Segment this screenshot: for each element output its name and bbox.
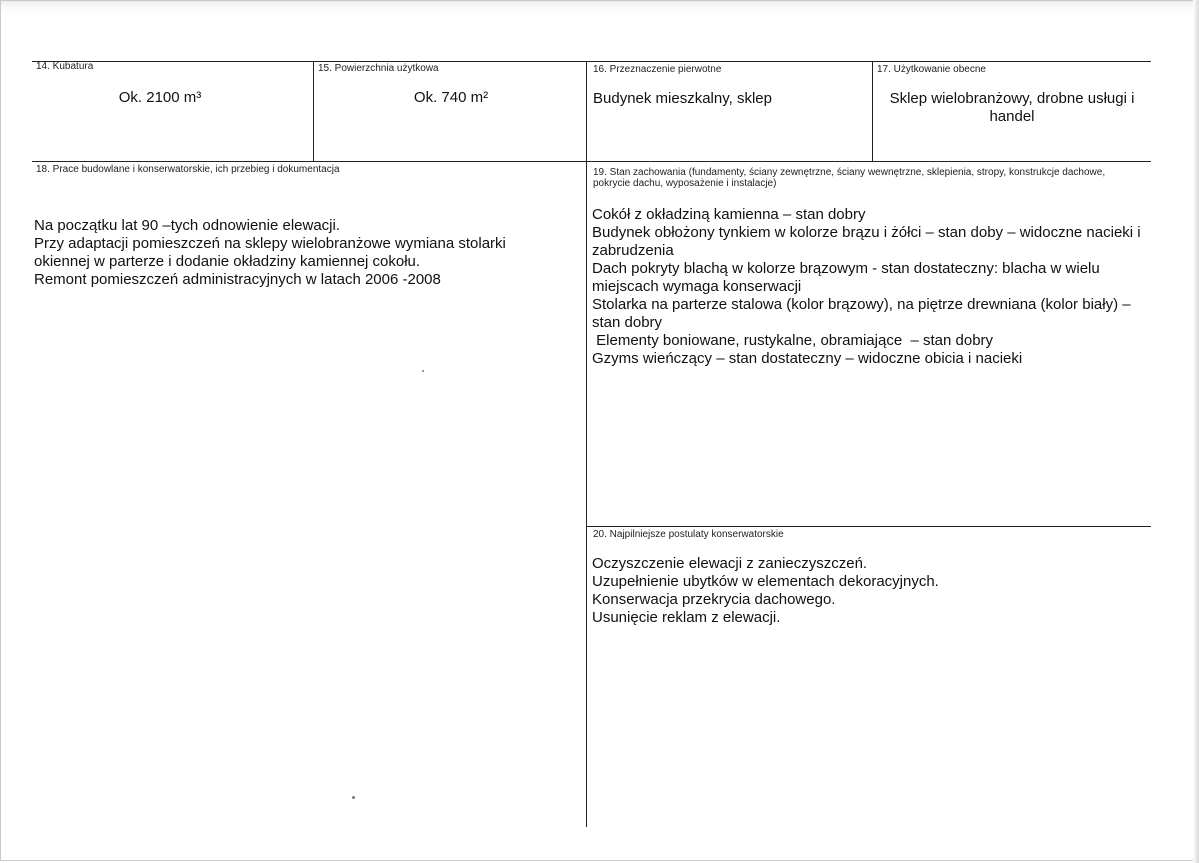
postulaty-line: Oczyszczenie elewacji z zanieczyszczeń.	[592, 555, 868, 572]
prace-line: Przy adaptacji pomieszczeń na sklepy wielobranżowe wymiana stolarki okiennej w parterze i dodanie okładziny kamiennej cokołu.	[34, 235, 506, 270]
kubatura-value: Ok. 2100 m³	[118, 89, 202, 106]
col-divider-1	[313, 61, 314, 162]
stan-label: 19. Stan zachowania (fundamenty, ściany zewnętrzne, ściany wewnętrzne, sklepienia, stropy, konstrukcje dachowe, pokrycie dachu, wyposażenie i instalacje)	[593, 167, 1106, 189]
przeznaczenie-value: Budynek mieszkalny, sklep	[593, 90, 772, 107]
kubatura-label: 14. Kubatura	[36, 61, 94, 72]
prace-line: Remont pomieszczeń administracyjnych w latach 2006 -2008	[34, 271, 441, 288]
przeznaczenie-label: 16. Przeznaczenie pierwotne	[593, 64, 722, 75]
powierzchnia-value: Ok. 740 m²	[413, 89, 489, 106]
col-divider-2	[586, 61, 587, 827]
top-rule	[32, 61, 1151, 62]
uzytkowanie-value: Sklep wielobranżowy, drobne usługi i handel	[889, 90, 1135, 125]
prace-line: Na początku lat 90 –tych odnowienie elewacji.	[34, 217, 341, 234]
scan-speck	[422, 370, 424, 372]
stan-text	[592, 206, 1147, 368]
postulaty-line: Usunięcie reklam z elewacji.	[592, 609, 781, 626]
postulaty-text	[592, 555, 1147, 627]
stan-line: Cokół z okładziną kamienna – stan dobry	[592, 206, 866, 223]
col-divider-3	[872, 61, 873, 162]
page-edge-shadow	[1193, 0, 1199, 863]
postulaty-line: Uzupełnienie ubytków w elementach dekoracyjnych.	[592, 573, 939, 590]
stan-line: Gzyms wieńczący – stan dostateczny – widoczne obicia i nacieki	[592, 350, 1023, 367]
stan-line: Budynek obłożony tynkiem w kolorze brązu i żółci – stan doby – widoczne nacieki i zabrudzenia	[592, 224, 1141, 259]
scan-speck	[352, 796, 355, 799]
section-divider	[586, 526, 1151, 527]
stan-line: Dach pokryty blachą w kolorze brązowym - stan dostateczny: blacha w wielu miejscach wymaga konserwacji	[592, 260, 1100, 295]
powierzchnia-label: 15. Powierzchnia użytkowa	[318, 63, 439, 74]
prace-text	[34, 217, 549, 289]
stan-line: Stolarka na parterze stalowa (kolor brązowy), na piętrze drewniana (kolor biały) – stan dobry	[592, 296, 1131, 331]
postulaty-line: Konserwacja przekrycia dachowego.	[592, 591, 836, 608]
row-divider	[32, 161, 1151, 162]
prace-label: 18. Prace budowlane i konserwatorskie, ich przebieg i dokumentacja	[36, 164, 340, 175]
uzytkowanie-label: 17. Użytkowanie obecne	[877, 64, 986, 75]
stan-line: Elementy boniowane, rustykalne, obramiające – stan dobry	[592, 332, 994, 349]
postulaty-label: 20. Najpilniejsze postulaty konserwatorskie	[593, 529, 784, 540]
